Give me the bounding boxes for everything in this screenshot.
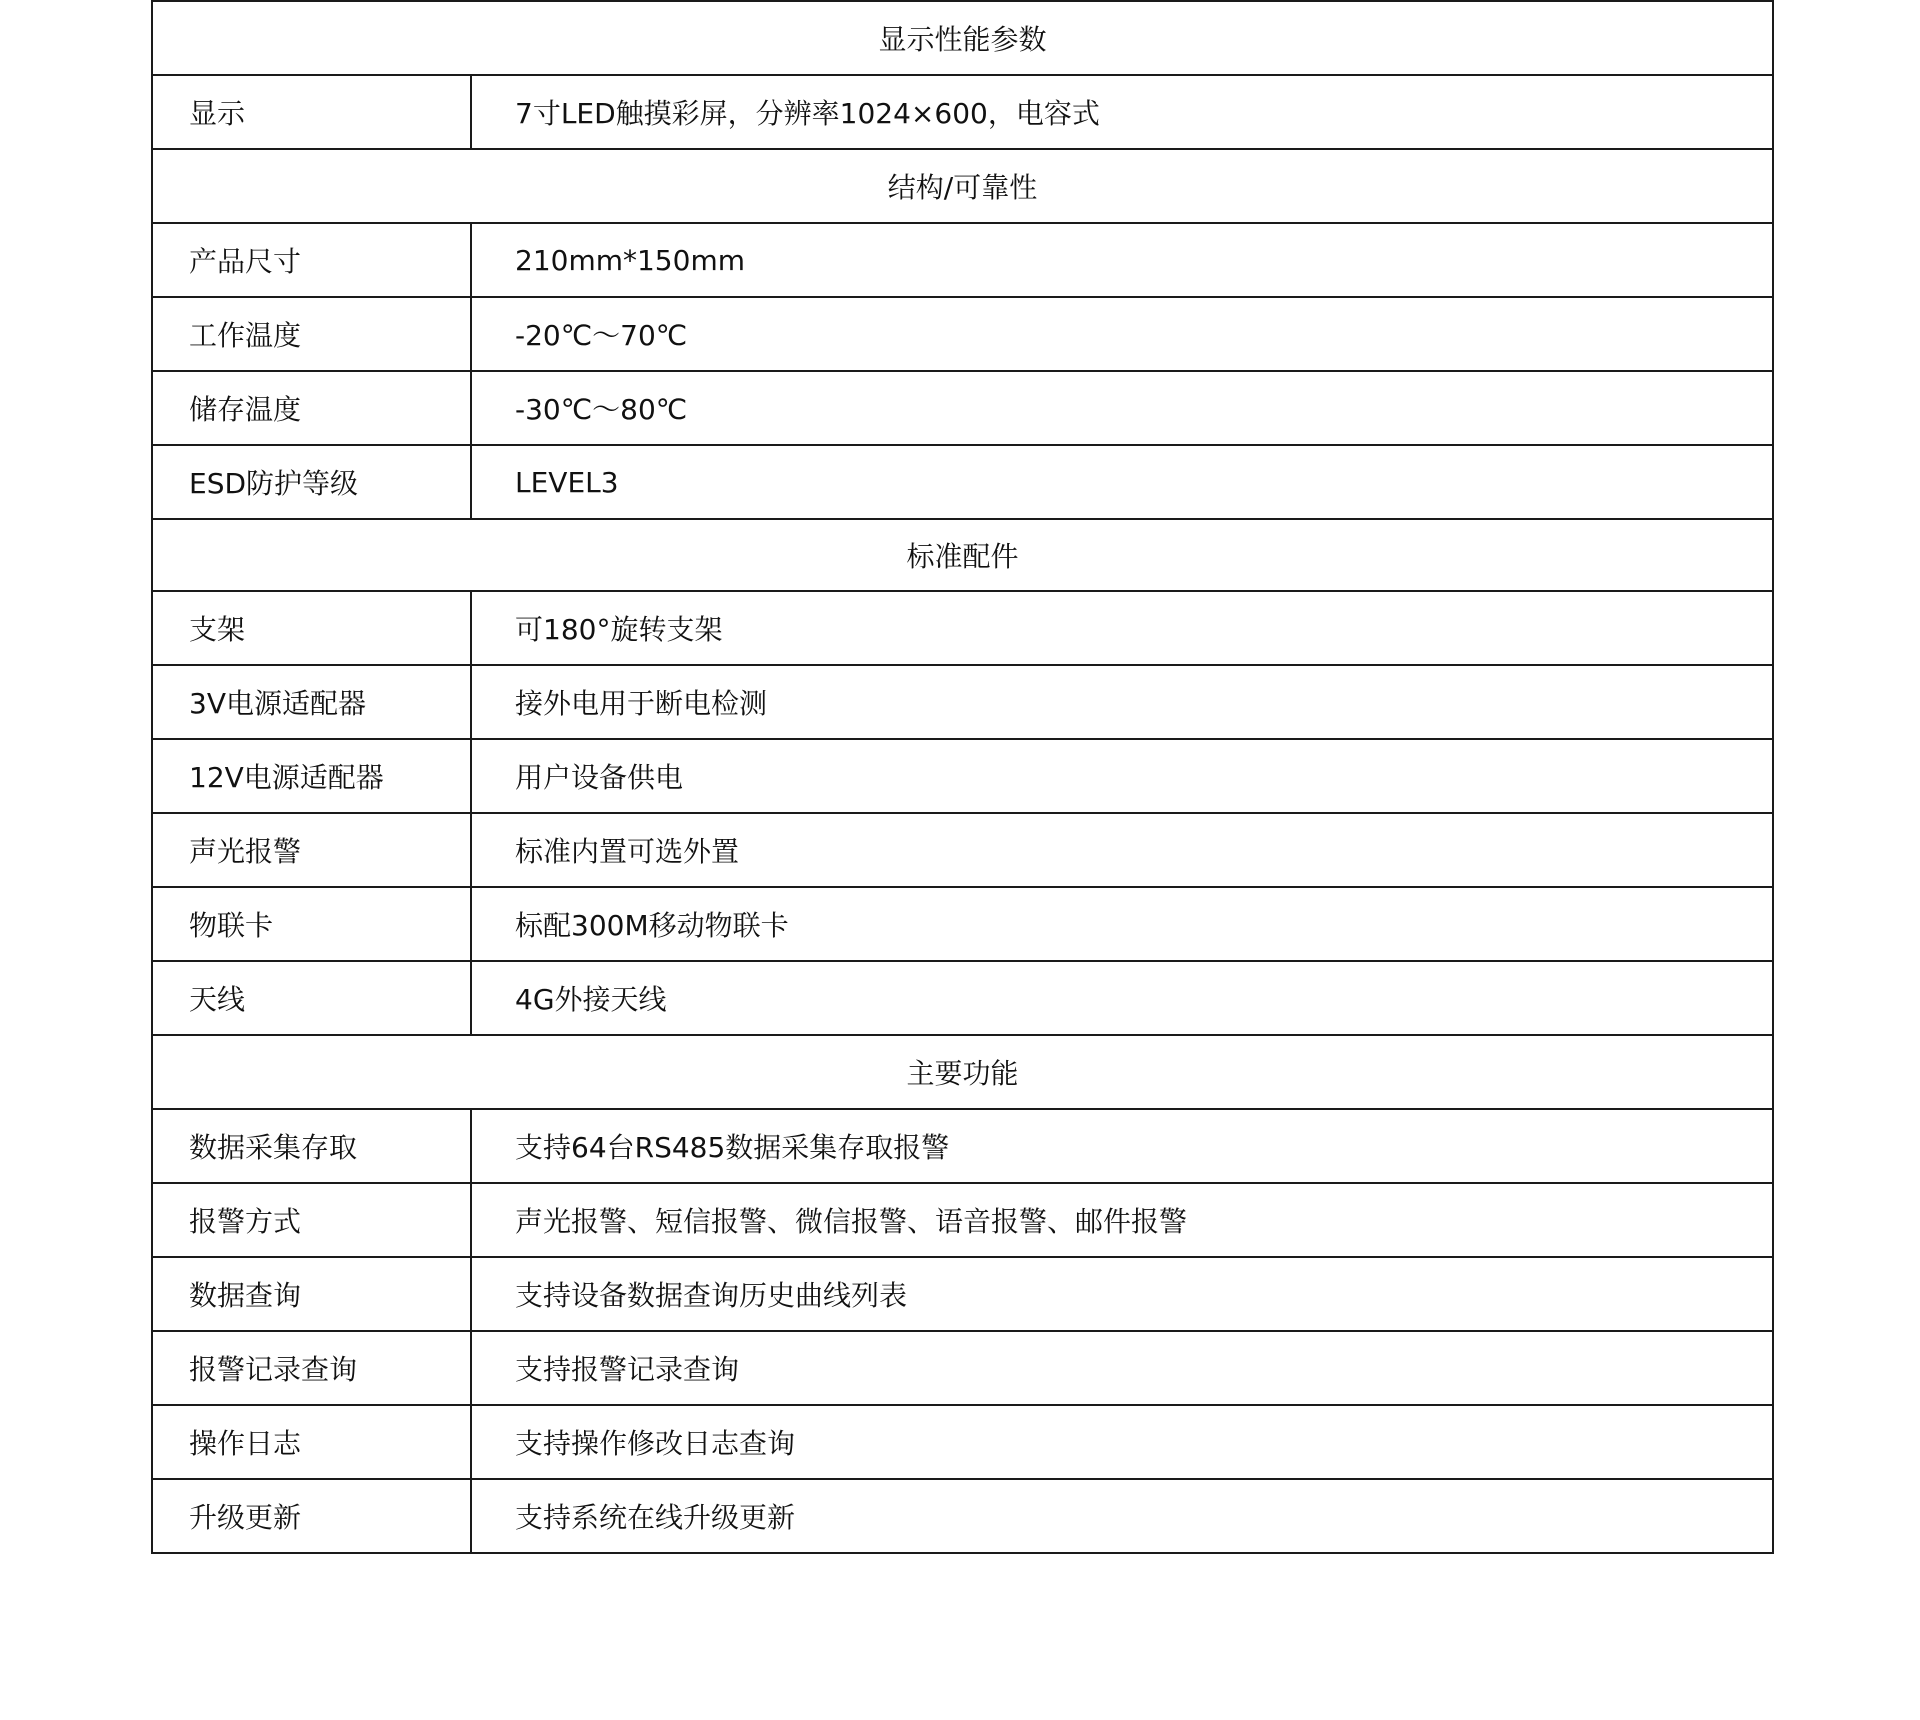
row-label: 储存温度 bbox=[152, 371, 471, 445]
row-value: 用户设备供电 bbox=[471, 739, 1773, 813]
row-label: 物联卡 bbox=[152, 887, 471, 961]
spec-table bbox=[151, 0, 1774, 1554]
table-row bbox=[152, 665, 1773, 739]
table-row bbox=[152, 297, 1773, 371]
row-value: 支持64台RS485数据采集存取报警 bbox=[471, 1109, 1773, 1183]
row-label: 数据采集存取 bbox=[152, 1109, 471, 1183]
row-label: 报警记录查询 bbox=[152, 1331, 471, 1405]
section-header-row bbox=[152, 1035, 1773, 1109]
row-label: 操作日志 bbox=[152, 1405, 471, 1479]
row-value: LEVEL3 bbox=[471, 445, 1773, 519]
section-header-row bbox=[152, 519, 1773, 591]
table-row bbox=[152, 1109, 1773, 1183]
row-value: 7寸LED触摸彩屏，分辨率1024×600，电容式 bbox=[471, 75, 1773, 149]
row-value: 4G外接天线 bbox=[471, 961, 1773, 1035]
table-row bbox=[152, 591, 1773, 665]
row-value: -20℃～70℃ bbox=[471, 297, 1773, 371]
section-header-row bbox=[152, 149, 1773, 223]
row-value: 标准内置可选外置 bbox=[471, 813, 1773, 887]
section-title: 标准配件 bbox=[152, 519, 1773, 591]
table-row bbox=[152, 1479, 1773, 1553]
table-row bbox=[152, 371, 1773, 445]
row-value: 支持系统在线升级更新 bbox=[471, 1479, 1773, 1553]
row-value: 声光报警、短信报警、微信报警、语音报警、邮件报警 bbox=[471, 1183, 1773, 1257]
row-value: 标配300M移动物联卡 bbox=[471, 887, 1773, 961]
row-label: 产品尺寸 bbox=[152, 223, 471, 297]
row-label: 显示 bbox=[152, 75, 471, 149]
row-value: 可180°旋转支架 bbox=[471, 591, 1773, 665]
row-value: 210mm*150mm bbox=[471, 223, 1773, 297]
row-label: 工作温度 bbox=[152, 297, 471, 371]
row-label: 12V电源适配器 bbox=[152, 739, 471, 813]
table-row bbox=[152, 887, 1773, 961]
section-header-row bbox=[152, 1, 1773, 75]
table-row bbox=[152, 445, 1773, 519]
table-row bbox=[152, 1183, 1773, 1257]
row-label: 数据查询 bbox=[152, 1257, 471, 1331]
row-label: 报警方式 bbox=[152, 1183, 471, 1257]
table-row bbox=[152, 75, 1773, 149]
section-title: 主要功能 bbox=[152, 1035, 1773, 1109]
row-value: 接外电用于断电检测 bbox=[471, 665, 1773, 739]
table-row bbox=[152, 739, 1773, 813]
table-row bbox=[152, 1257, 1773, 1331]
section-title: 显示性能参数 bbox=[152, 1, 1773, 75]
row-value: -30℃～80℃ bbox=[471, 371, 1773, 445]
row-value: 支持设备数据查询历史曲线列表 bbox=[471, 1257, 1773, 1331]
table-row bbox=[152, 813, 1773, 887]
row-label: 天线 bbox=[152, 961, 471, 1035]
row-value: 支持报警记录查询 bbox=[471, 1331, 1773, 1405]
row-label: 声光报警 bbox=[152, 813, 471, 887]
table-row bbox=[152, 1331, 1773, 1405]
row-label: 3V电源适配器 bbox=[152, 665, 471, 739]
table-row bbox=[152, 223, 1773, 297]
table-row bbox=[152, 961, 1773, 1035]
table-row bbox=[152, 1405, 1773, 1479]
row-value: 支持操作修改日志查询 bbox=[471, 1405, 1773, 1479]
row-label: 升级更新 bbox=[152, 1479, 471, 1553]
row-label: 支架 bbox=[152, 591, 471, 665]
row-label: ESD防护等级 bbox=[152, 445, 471, 519]
section-title: 结构/可靠性 bbox=[152, 149, 1773, 223]
